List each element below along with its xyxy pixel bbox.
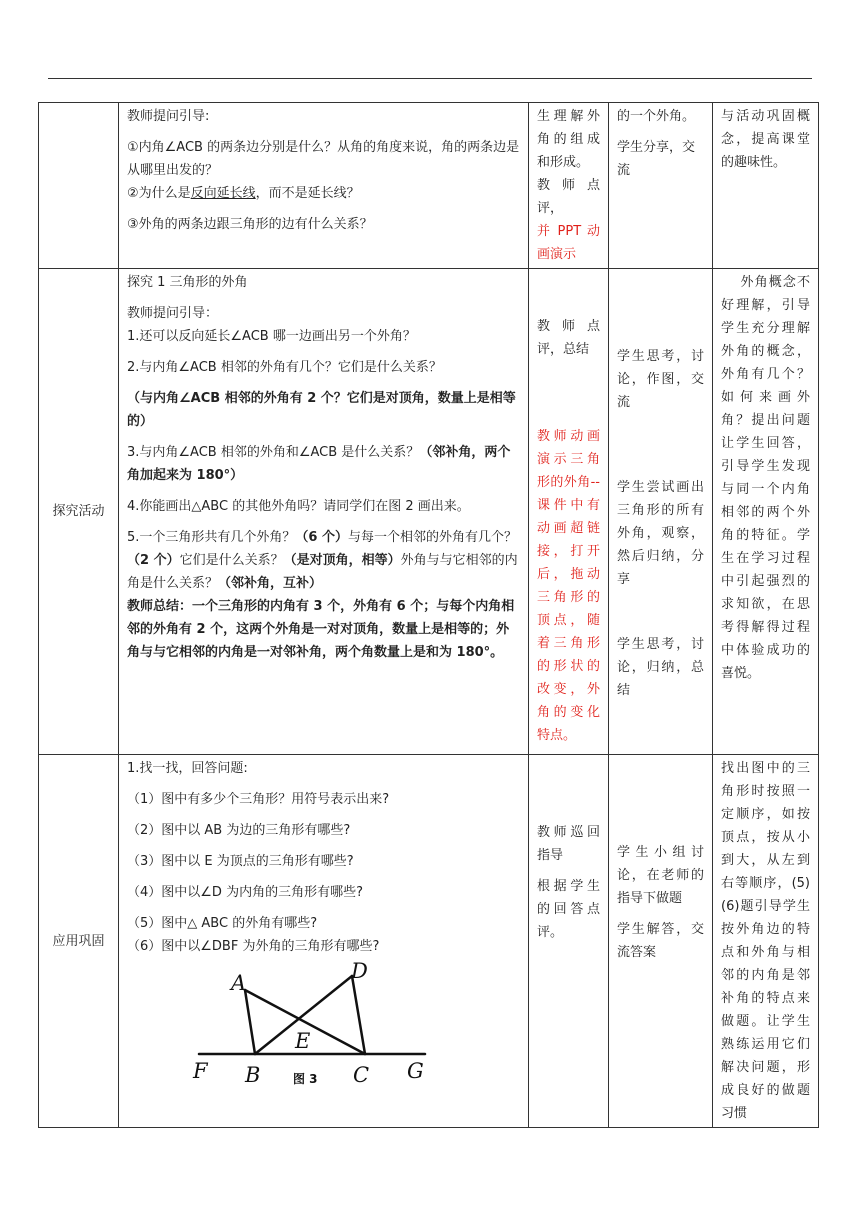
student-cell — [609, 269, 713, 755]
content-line: ③外角的两条边跟三角形的边有什么关系？ — [127, 217, 373, 232]
table-row — [39, 755, 819, 1128]
intent-cell: 找出图中的三角形时按照一定顺序，如按顶点，按从小到大，从左到右等顺序，(5)(6)题引导学生按外角边的特点和外角与相邻的内角是邻补角的特点来做题。让学生熟练运用它们解决问题，形成良好的做题习惯 — [713, 755, 819, 1128]
teacher-cell — [529, 269, 609, 755]
intent-cell: 外角概念不好理解，引导学生充分理解外角的概念，外角有几个？如何来画外角？提出问题让学生回答，引导学生发现与同一个内角相邻的两个外角的特征。学生在学习过程中引起强烈的求知欲，在思考得解得过程中体验成功的喜悦。 — [713, 269, 819, 755]
segment-dc — [352, 976, 365, 1054]
student-line: 学生思考，讨论，作图，交流 — [617, 349, 704, 410]
table-row — [39, 103, 819, 269]
stage-cell: 探究活动 — [39, 269, 119, 755]
content-line: 2.与内角∠ACB 相邻的外角有几个？它们是什么关系？ — [127, 360, 442, 375]
content-cell — [119, 269, 529, 755]
content-line: 5.一个三角形共有几个外角？（6 个）与每一个相邻的外角有几个？（2 个）它们是什么关系？（是对顶角，相等）外角与与它相邻的内角是什么关系？（邻补角，互补） — [127, 530, 518, 591]
content-line: （4）图中以∠D 为内角的三角形有哪些? — [127, 885, 363, 900]
stage-cell: 应用巩固 — [39, 755, 119, 1128]
content-line: （5）图中△ ABC 的外角有哪些? — [127, 916, 318, 931]
stage-cell — [39, 103, 119, 269]
content-line: ②为什么是反向延长线，而不是延长线？ — [127, 186, 360, 201]
teacher-line: 教师巡回指导 — [537, 825, 600, 863]
triangle-diagram — [187, 962, 427, 1086]
label-e: E — [295, 1029, 311, 1053]
label-c: C — [353, 1063, 370, 1086]
content-cell — [119, 103, 529, 269]
teacher-cell — [529, 755, 609, 1128]
geometry-figure — [187, 962, 520, 1086]
teacher-highlight: 并 PPT 动画演示 — [537, 224, 600, 262]
student-cell — [609, 755, 713, 1128]
content-cell — [119, 755, 529, 1128]
content-line: ①内角∠ACB 的两条边分别是什么？从角的角度来说，角的两条边是从哪里出发的？ — [127, 140, 520, 178]
teacher-line: 教师点评，总结 — [537, 319, 600, 357]
student-line: 学生小组讨论，在老师的指导下做题 — [617, 845, 704, 906]
content-line: （3）图中以 E 为顶点的三角形有哪些? — [127, 854, 354, 869]
teacher-highlight: 教师动画演示三角形的外角--课件中有动画超链接，打开后，拖动三角形的顶点，随着三角形的形状的改变，外角的变化特点。 — [537, 429, 600, 743]
figure-caption: 图 3 — [293, 1072, 318, 1086]
label-a: A — [231, 971, 247, 995]
student-line: 学生思考，讨论，归纳，总结 — [617, 637, 704, 698]
student-line: 学生解答，交流答案 — [617, 922, 704, 960]
segment-ab — [245, 990, 255, 1054]
content-line: （1）图中有多少个三角形？用符号表示出来? — [127, 792, 390, 807]
student-cell — [609, 103, 713, 269]
teacher-cell — [529, 103, 609, 269]
content-line: 4.你能画出△ABC 的其他外角吗？请同学们在图 2 画出来。 — [127, 499, 470, 514]
content-line: （6）图中以∠DBF 为外角的三角形有哪些? — [127, 939, 380, 954]
table-row — [39, 269, 819, 755]
teacher-line: 根据学生的回答点评。 — [537, 879, 600, 940]
intent-cell: 与活动巩固概念，提高课堂的趣味性。 — [713, 103, 819, 269]
underlined-term: 反向延长线 — [190, 186, 256, 201]
content-line: 教师提问引导： — [127, 306, 219, 321]
content-line: 1.找一找，回答问题: — [127, 761, 248, 776]
teacher-line: 教师点评， — [537, 178, 600, 216]
student-line: 学生尝试画出三角形的所有外角，观察，然后归纳，分享 — [617, 480, 704, 587]
label-b: B — [245, 1063, 261, 1086]
section-title: 探究 1 三角形的外角 — [127, 275, 248, 290]
label-d: D — [351, 962, 368, 983]
header-rule — [48, 78, 812, 79]
teacher-summary: 教师总结：一个三角形的内角有 3 个，外角有 6 个；与每个内角相邻的外角有 2 个，这两个外角是一对对顶角，数量上是相等的；外角与与它相邻的内角是一对邻补角，两个角数量上是和为 180°。 — [127, 599, 515, 660]
teacher-line: 生理解外角的组成和形成。 — [537, 109, 600, 170]
label-g: G — [407, 1059, 424, 1083]
lesson-plan-table — [38, 102, 819, 1128]
content-line: 教师提问引导: — [127, 109, 210, 124]
content-line: 3.与内角∠ACB 相邻的外角和∠ACB 是什么关系？（邻补角，两个角加起来为 180°） — [127, 445, 511, 483]
content-line: 1.还可以反向延长∠ACB 哪一边画出另一个外角？ — [127, 329, 416, 344]
student-line: 学生分享，交流 — [617, 140, 696, 178]
content-line: （2）图中以 AB 为边的三角形有哪些? — [127, 823, 351, 838]
answer-line: （与内角∠ACB 相邻的外角有 2 个？它们是对顶角，数量上是相等的） — [127, 391, 516, 429]
label-f: F — [193, 1059, 208, 1083]
student-line: 的一个外角。 — [617, 109, 696, 124]
